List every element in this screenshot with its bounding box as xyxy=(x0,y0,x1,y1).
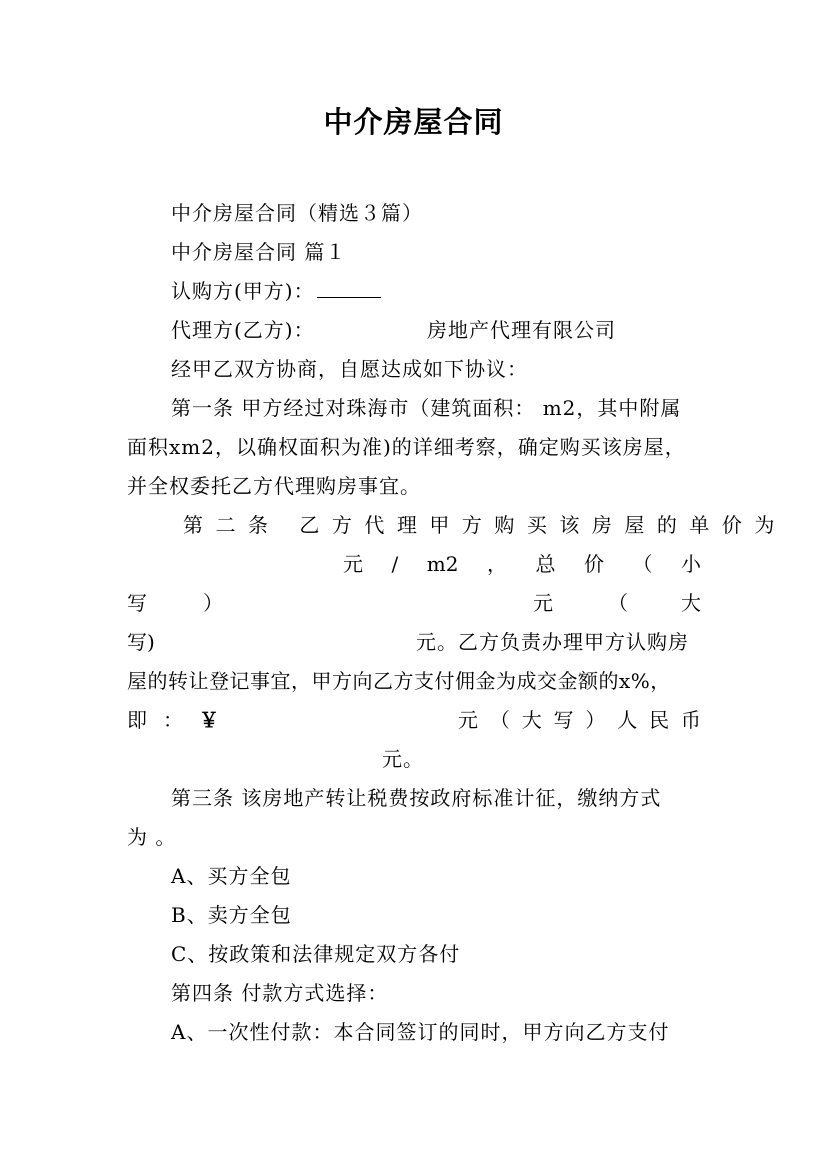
big-rest: 元。乙方负责办理甲方认购房 xyxy=(416,630,689,654)
commission-line: 屋的转让登记事宜，甲方向乙方支付佣金为成交金额的x%， xyxy=(127,669,671,693)
token: 大 xyxy=(521,708,542,732)
small-write-paren: ） xyxy=(203,591,223,615)
article1-line2: 面积xm2，以确权面积为准)的详细考察，确定购买该房屋， xyxy=(127,435,686,459)
token: （ xyxy=(489,708,510,732)
subtitle: 中介房屋合同（精选３篇） xyxy=(171,201,423,225)
article3-option-a: A、买方全包 xyxy=(171,864,292,888)
article4-option-a: A、一次性付款：本合同签订的同时，甲方向乙方支付 xyxy=(171,1020,670,1044)
section-heading: 中介房屋合同 篇１ xyxy=(171,240,347,264)
small-da: 大 xyxy=(681,591,701,615)
token: 总 xyxy=(535,552,556,576)
rmb-line xyxy=(458,707,701,733)
token: 元 xyxy=(458,708,478,732)
agent-label: 代理方(乙方)： xyxy=(171,318,315,342)
article3-option-b: B、卖方全包 xyxy=(171,903,292,927)
article2-lead-text: 第二条 乙方代理甲方购买该房屋的单价为 xyxy=(183,513,787,537)
intro-paragraph: 经甲乙双方协商，自愿达成如下协议： xyxy=(171,357,528,381)
article1-line1: 第一条 甲方经过对珠海市（建筑面积： m2，其中附属 xyxy=(171,396,682,420)
article2-lead xyxy=(183,512,787,538)
article3-line2: 为 。 xyxy=(127,825,177,849)
token: 小 xyxy=(680,552,701,576)
token: / xyxy=(391,552,399,576)
big-write: 写) xyxy=(127,630,155,654)
token: m2 xyxy=(426,552,459,576)
ji-char: 即 xyxy=(127,708,147,732)
token: ） xyxy=(585,708,606,732)
token: ， xyxy=(486,552,507,576)
article2-unit-price-line xyxy=(343,551,701,577)
token: 币 xyxy=(680,708,701,732)
buyer-blank xyxy=(317,279,381,298)
yuan-end: 元。 xyxy=(382,747,424,771)
article3-option-c: C、按政策和法律规定双方各付 xyxy=(171,942,461,966)
small-yuan: 元 xyxy=(533,591,553,615)
small-paren: （ xyxy=(608,591,628,615)
token: 价 xyxy=(583,552,604,576)
token: （ xyxy=(632,552,653,576)
small-write-char: 写 xyxy=(127,591,147,615)
buyer-label: 认购方(甲方)： xyxy=(171,279,315,303)
yen-sign: ￥ xyxy=(199,708,219,732)
article3-line1: 第三条 该房地产转让税费按政府标准计征，缴纳方式 xyxy=(171,786,662,810)
article4-heading: 第四条 付款方式选择： xyxy=(171,981,389,1005)
token: 元 xyxy=(343,552,363,576)
ji-colon: ： xyxy=(163,708,183,732)
article1-line3: 并全权委托乙方代理购房事宜。 xyxy=(127,474,421,498)
document-title: 中介房屋合同 xyxy=(323,105,504,139)
token: 写 xyxy=(553,708,574,732)
token: 民 xyxy=(649,708,670,732)
token: 人 xyxy=(617,708,638,732)
agent-name: 房地产代理有限公司 xyxy=(427,318,616,342)
buyer-line xyxy=(171,278,381,304)
